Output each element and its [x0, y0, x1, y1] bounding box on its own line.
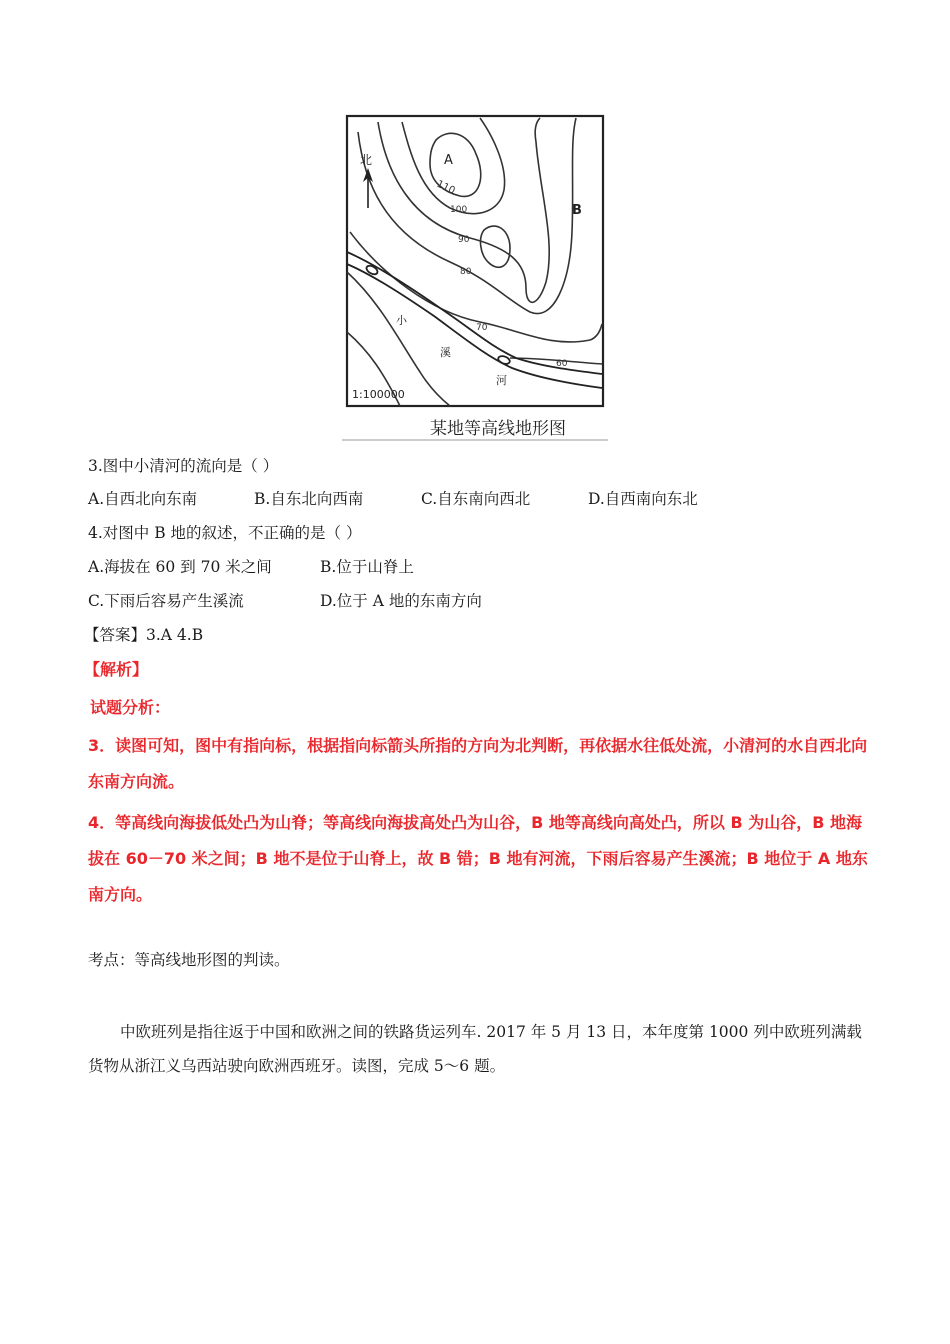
kaodian-line: 考点：等高线地形图的判读。 — [88, 951, 290, 969]
analysis-heading: 【解析】 — [84, 660, 149, 679]
q4-stem: 4.对图中 B 地的叙述，不正确的是（ ） — [88, 524, 362, 542]
q4-option-a: A.海拔在 60 到 70 米之间 — [88, 558, 272, 576]
q3-option-a: A.自西北向东南 — [88, 490, 198, 508]
river-char-1: 小 — [396, 314, 407, 327]
contour-map-svg — [340, 112, 610, 442]
analysis-q3: 3．读图可知，图中有指向标，根据指向标箭头所指的方向为北判断，再依据水往低处流，小清河的水自西北向东南方向流。 — [88, 736, 868, 791]
point-a-label: A — [444, 153, 453, 168]
map-scale: 1:100000 — [352, 388, 405, 401]
q3-stem: 3.图中小清河的流向是（ ） — [88, 457, 279, 475]
river-char-2: 溪 — [440, 346, 451, 359]
contour-label-110: 110 — [434, 178, 457, 197]
north-label: 北 — [360, 153, 373, 167]
q4-option-b: B.位于山脊上 — [320, 558, 414, 576]
contour-label-100: 100 — [450, 205, 468, 215]
answer-line: 【答案】3.A 4.B — [84, 626, 204, 644]
q4-option-c: C.下雨后容易产生溪流 — [88, 592, 244, 610]
contour-label-80: 80 — [460, 267, 472, 277]
analysis-subheading: 试题分析： — [90, 698, 171, 717]
river-char-3: 河 — [496, 374, 507, 387]
passage-paragraph: 中欧班列是指往返于中国和欧洲之间的铁路货运列车. 2017 年 5 月 13 日，本年度第 1000 列中欧班列满载货物从浙江义乌西站驶向欧洲西班牙。读图，完成 5～6 题。 — [88, 1023, 862, 1075]
point-b-label: B — [572, 203, 582, 218]
contour-label-60: 60 — [556, 359, 568, 369]
q3-option-b: B.自东北向西南 — [254, 490, 364, 508]
contour-label-90: 90 — [458, 235, 470, 245]
q4-option-d: D.位于 A 地的东南方向 — [320, 592, 482, 610]
map-caption: 某地等高线地形图 — [430, 419, 566, 439]
contour-map-figure — [340, 112, 610, 442]
contour-label-70: 70 — [476, 323, 488, 333]
q3-option-c: C.自东南向西北 — [421, 490, 531, 508]
analysis-q4: 4．等高线向海拔低处凸为山脊；等高线向海拔高处凸为山谷，B 地等高线向高处凸，所以 B 为山谷，B 地海拔在 60－70 米之间；B 地不是位于山脊上，故 B 错；B 地有河流，下雨后容易产生溪流；B 地位于 A 地东南方向。 — [88, 813, 868, 904]
q3-option-d: D.自西南向东北 — [588, 490, 698, 508]
